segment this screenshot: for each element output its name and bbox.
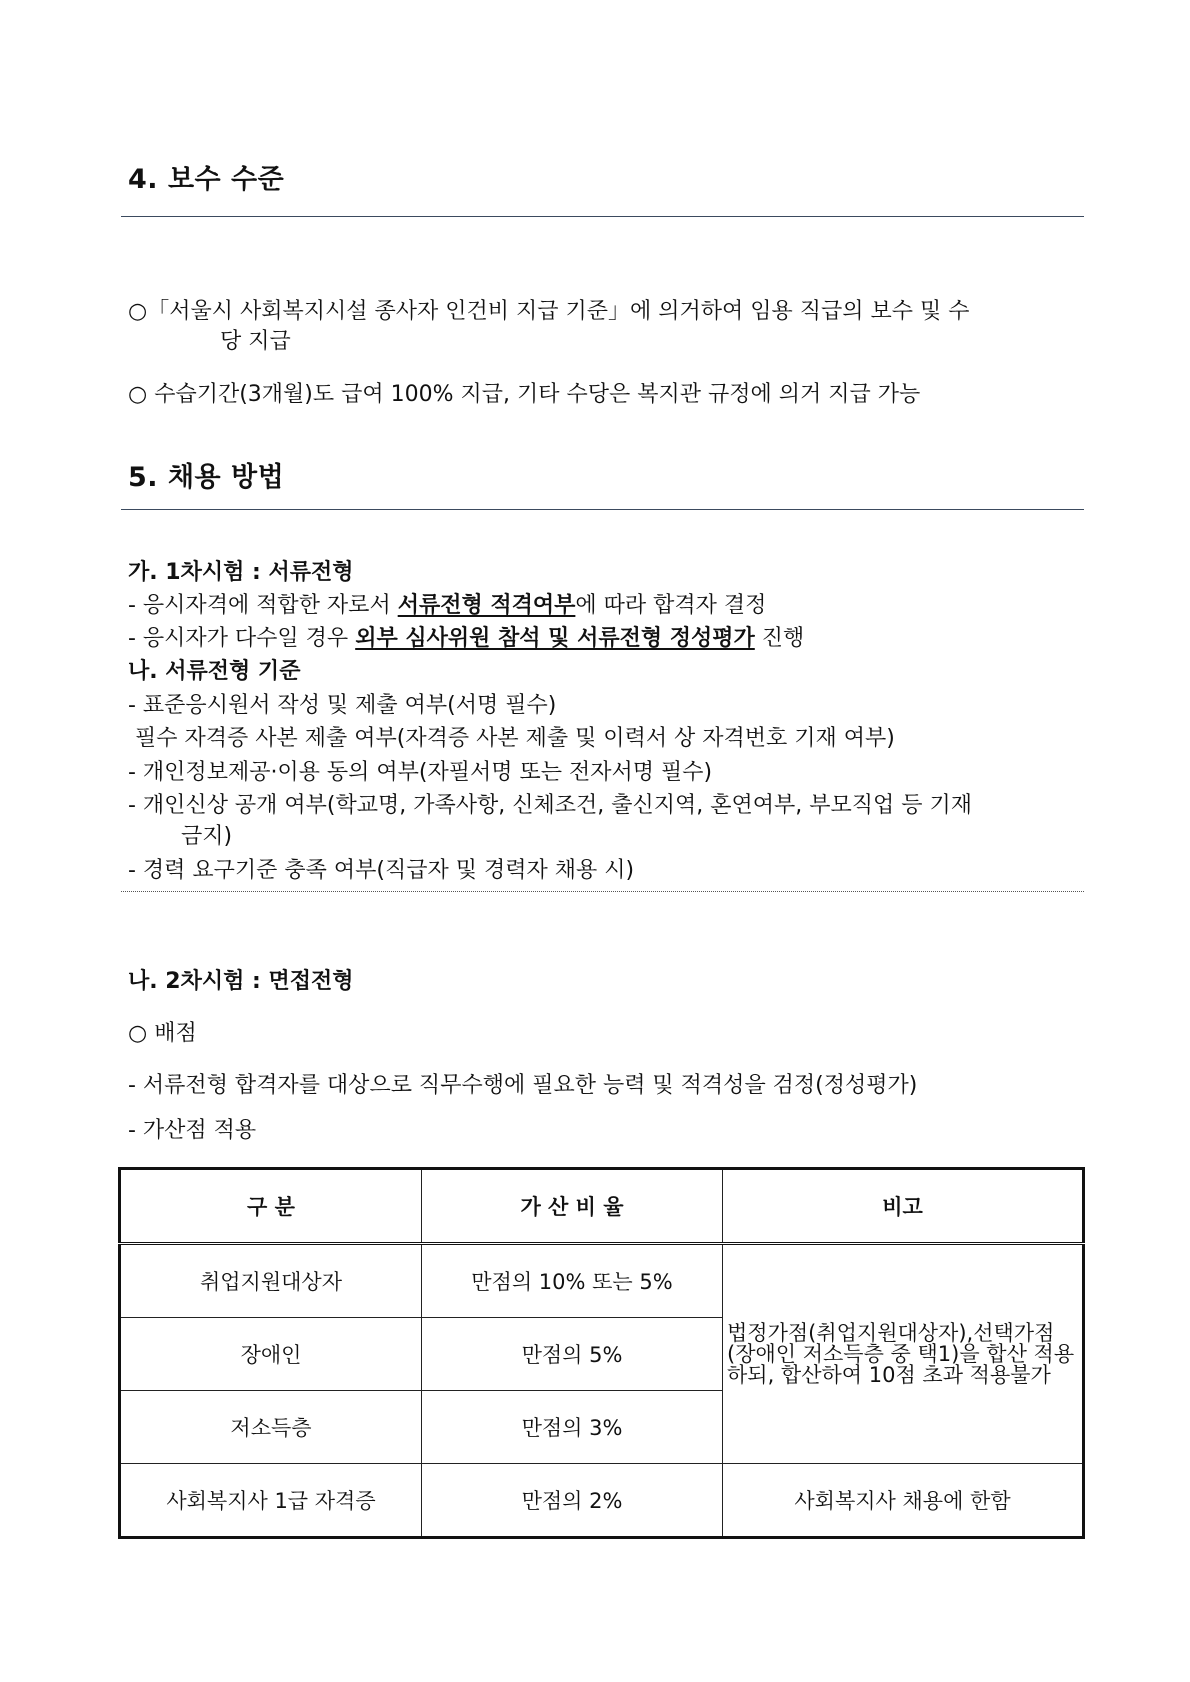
criteria-item: - 개인신상 공개 여부(학교명, 가족사항, 신체조건, 출신지역, 혼연여부, 부모직업 등 기재 [128,793,972,818]
second-exam-line-1: - 서류전형 합격자를 대상으로 직무수행에 필요한 능력 및 적격성을 검정(정성평가) [128,1073,918,1098]
criteria-title: 나. 서류전형 기준 [128,659,301,684]
table-header-row [120,1169,1084,1244]
row-category: 사회복지사 1급 자격증 [120,1464,422,1538]
header-rate: 가 산 비 율 [422,1169,723,1244]
header-note: 비고 [723,1169,1084,1244]
row-rate: 만점의 2% [422,1464,723,1538]
score-bullet: ○ 배점 [128,1021,197,1046]
first-exam-line-2-emphasis: 외부 심사위원 참석 및 서류전형 정성평가 [355,626,755,651]
first-exam-line-2 [128,624,804,654]
criteria-item-continued: 금지) [181,824,233,849]
criteria-item: - 개인정보제공·이용 동의 여부(자필서명 또는 전자서명 필수) [128,760,713,785]
first-exam-title: 가. 1차시험 : 서류전형 [128,560,354,585]
criteria-item: 필수 자격증 사본 제출 여부(자격증 사본 제출 및 이력서 상 자격번호 기재 여부) [128,726,895,751]
first-exam-line-1 [128,591,766,621]
criteria-item: - 표준응시원서 작성 및 제출 여부(서명 필수) [128,693,557,718]
section-4-rule [121,216,1084,217]
row-rate: 만점의 3% [422,1391,723,1464]
row-category: 저소득층 [120,1391,422,1464]
row-category: 장애인 [120,1318,422,1391]
criteria-item: - 경력 요구기준 충족 여부(직급자 및 경력자 채용 시) [128,858,635,883]
row-note: 사회복지사 채용에 한함 [723,1464,1084,1538]
first-exam-line-1-emphasis: 서류전형 적격여부 [397,593,576,618]
first-exam-line-2-post: 진행 [754,626,805,651]
section-5-rule [121,509,1084,510]
header-category: 구 분 [120,1169,422,1244]
dotted-divider [121,891,1084,892]
merged-note: 법정가점(취업지원대상자),선택가점(장애인 저소득층 중 택1)을 합산 적용하되, 합산하여 10점 초과 적용불가 [723,1244,1084,1464]
section-5-title: 5. 채용 방법 [128,462,285,493]
row-category: 취업지원대상자 [120,1244,422,1318]
table-row [120,1244,1084,1318]
table-row [120,1464,1084,1538]
first-exam-line-2-pre: - 응시자가 다수일 경우 [128,626,356,651]
salary-bullet-2: ○ 수습기간(3개월)도 급여 100% 지급, 기타 수당은 복지관 규정에 의거 지급 가능 [128,382,921,407]
section-4-title: 4. 보수 수준 [128,164,285,195]
row-rate: 만점의 5% [422,1318,723,1391]
second-exam-line-2: - 가산점 적용 [128,1118,257,1143]
salary-bullet-1-line-2: 당 지급 [220,329,291,354]
row-rate: 만점의 10% 또는 5% [422,1244,723,1318]
first-exam-line-1-post: 에 따라 합격자 결정 [575,593,767,618]
first-exam-line-1-pre: - 응시자격에 적합한 자로서 [128,593,398,618]
second-exam-title: 나. 2차시험 : 면접전형 [128,969,354,994]
salary-bullet-1-line-1: ○「서울시 사회복지시설 종사자 인건비 지급 기준」에 의거하여 임용 직급의 보수 및 수 [128,299,970,324]
bonus-points-table [118,1167,1085,1539]
